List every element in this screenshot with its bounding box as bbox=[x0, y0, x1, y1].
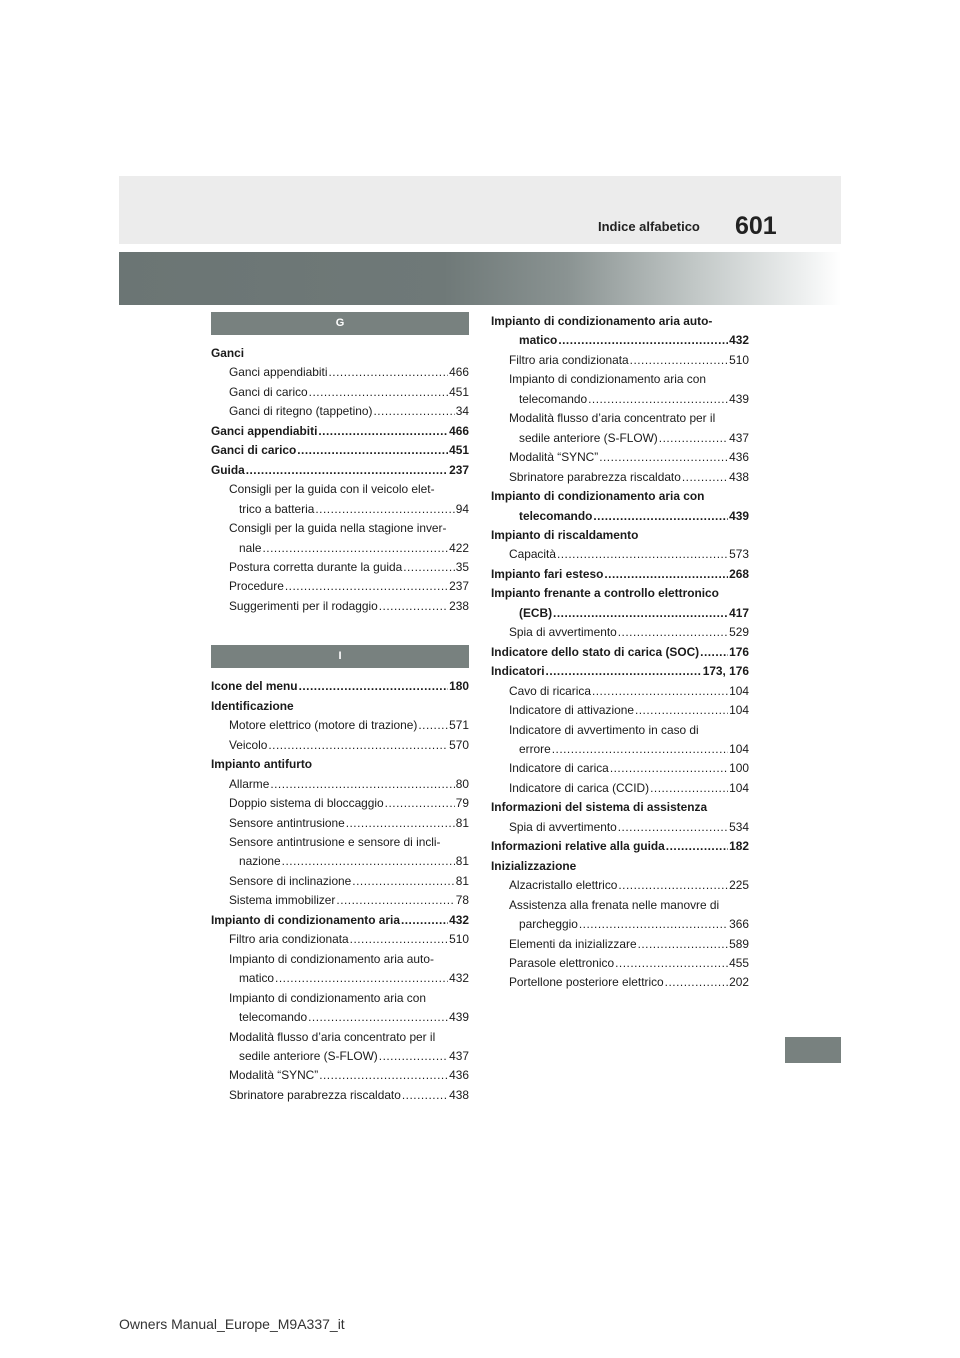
index-entry bbox=[491, 370, 749, 389]
index-entry-page: 510 bbox=[729, 352, 749, 367]
index-entry bbox=[491, 837, 749, 856]
index-column-left bbox=[211, 312, 469, 1105]
index-entry-text: parcheggio bbox=[519, 917, 578, 932]
index-entry-page: 237 bbox=[449, 579, 469, 594]
index-entry-page: 238 bbox=[449, 598, 469, 613]
dot-leader bbox=[618, 818, 728, 837]
letter-heading-bar: I bbox=[211, 645, 469, 668]
index-entry bbox=[211, 422, 469, 441]
group-spacer bbox=[211, 616, 469, 645]
index-entry bbox=[491, 565, 749, 584]
header-gradient-bar bbox=[119, 252, 841, 305]
index-entry-page: 436 bbox=[729, 450, 749, 465]
index-entry-page: 417 bbox=[729, 605, 749, 620]
index-entry-text: Impianto antifurto bbox=[211, 757, 313, 772]
index-entry-text: Spia di avvertimento bbox=[509, 819, 617, 834]
index-entry bbox=[211, 930, 469, 949]
index-entry bbox=[211, 1047, 469, 1066]
index-entry-text: Guida bbox=[211, 462, 245, 477]
index-entry bbox=[491, 390, 749, 409]
index-entry-text: Spia di avvertimento bbox=[509, 625, 617, 640]
index-entry-page: 78 bbox=[455, 893, 469, 908]
index-entry-text: Alzacristallo elettrico bbox=[509, 878, 618, 893]
index-entry-page: 529 bbox=[729, 625, 749, 640]
index-entry-text: Suggerimenti per il rodaggio bbox=[229, 598, 378, 613]
index-entry bbox=[491, 545, 749, 564]
index-entry-text: Assistenza alla frenata nelle manovre di bbox=[509, 897, 720, 912]
index-entry bbox=[491, 876, 749, 895]
dot-leader bbox=[615, 954, 728, 973]
index-entry bbox=[211, 519, 469, 538]
index-entry bbox=[491, 662, 749, 681]
index-entry bbox=[211, 1008, 469, 1027]
index-entry-text: Indicatore di avvertimento in caso di bbox=[509, 722, 699, 737]
index-entry-text: Impianto di condizionamento aria con bbox=[509, 372, 706, 387]
dot-leader bbox=[379, 1047, 448, 1066]
index-entry-page: 366 bbox=[729, 917, 749, 932]
index-entry-text: Modalità “SYNC” bbox=[509, 450, 599, 465]
dot-leader bbox=[336, 891, 454, 910]
dot-leader bbox=[268, 736, 448, 755]
header-band bbox=[119, 176, 841, 244]
dot-leader bbox=[282, 852, 455, 871]
index-column-right bbox=[491, 312, 749, 993]
index-entry-text: Allarme bbox=[229, 776, 270, 791]
dot-leader bbox=[275, 969, 448, 988]
index-entry bbox=[491, 487, 749, 506]
index-entry-text: Procedure bbox=[229, 579, 284, 594]
index-entry bbox=[491, 798, 749, 817]
index-entry bbox=[491, 409, 749, 428]
index-entry bbox=[211, 1086, 469, 1105]
index-entry-text: Ganci appendiabiti bbox=[229, 365, 328, 380]
index-entry-page: 437 bbox=[449, 1048, 469, 1063]
index-entry-page: 432 bbox=[729, 333, 749, 348]
index-entry-text: Consigli per la guida con il veicolo elet- bbox=[229, 482, 435, 497]
index-entry bbox=[491, 954, 749, 973]
dot-leader bbox=[319, 1066, 448, 1085]
dot-leader bbox=[659, 429, 728, 448]
index-entry-text: Ganci bbox=[211, 346, 245, 360]
index-entry-page: 202 bbox=[729, 975, 749, 990]
dot-leader bbox=[402, 1086, 448, 1105]
dot-leader bbox=[588, 390, 728, 409]
index-entry-page: 225 bbox=[729, 878, 749, 893]
dot-leader bbox=[650, 779, 728, 798]
index-entry-page: 466 bbox=[449, 365, 469, 380]
index-entry-text: Sensore di inclinazione bbox=[229, 873, 352, 888]
index-entry-page: 104 bbox=[729, 741, 749, 756]
index-entry bbox=[491, 507, 749, 526]
dot-leader bbox=[246, 461, 448, 480]
index-entry-text: Modalità flusso d’aria concentrato per il bbox=[509, 411, 716, 426]
dot-leader bbox=[270, 775, 454, 794]
index-entry bbox=[211, 597, 469, 616]
dot-leader bbox=[403, 558, 455, 577]
dot-leader bbox=[315, 500, 454, 519]
index-entry-page: 432 bbox=[449, 971, 469, 986]
index-entry bbox=[211, 872, 469, 891]
index-entry-page: 439 bbox=[449, 1010, 469, 1025]
index-entry-page: 451 bbox=[449, 384, 469, 399]
dot-leader bbox=[553, 604, 728, 623]
index-entry bbox=[211, 363, 469, 382]
index-entry bbox=[491, 935, 749, 954]
dot-leader bbox=[618, 876, 728, 895]
index-entry-text: Impianto di condizionamento aria auto- bbox=[229, 951, 434, 966]
index-entry-text: Parasole elettronico bbox=[509, 955, 615, 970]
dot-leader bbox=[329, 363, 449, 382]
index-entry-text: Impianto di condizionamento aria con bbox=[229, 990, 426, 1005]
index-entry-page: 79 bbox=[455, 796, 469, 811]
index-entry-page: 439 bbox=[729, 508, 749, 523]
index-entry bbox=[211, 736, 469, 755]
dot-leader bbox=[346, 814, 455, 833]
dot-leader bbox=[700, 643, 728, 662]
index-entry-text: trico a batteria bbox=[239, 501, 315, 516]
index-entry-page: 176 bbox=[729, 644, 749, 659]
index-entry bbox=[211, 441, 469, 460]
index-entry bbox=[491, 526, 749, 545]
index-entry-text: nazione bbox=[239, 854, 281, 869]
index-entry bbox=[211, 852, 469, 871]
footer-manual-id: Owners Manual_Europe_M9A337_it bbox=[119, 1316, 345, 1332]
index-entry-page: 439 bbox=[729, 391, 749, 406]
index-entry-page: 81 bbox=[455, 873, 469, 888]
index-entry bbox=[211, 697, 469, 716]
index-entry-text: Veicolo bbox=[229, 737, 268, 752]
dot-leader bbox=[579, 915, 728, 934]
dot-leader bbox=[285, 577, 448, 596]
dot-leader bbox=[385, 794, 455, 813]
dot-leader bbox=[599, 448, 728, 467]
index-entry-text: matico bbox=[519, 333, 558, 348]
index-entry-page: 436 bbox=[449, 1068, 469, 1083]
side-thumb-tab bbox=[785, 1037, 841, 1063]
index-entry bbox=[211, 539, 469, 558]
dot-leader bbox=[299, 677, 449, 696]
index-entry-page: 432 bbox=[449, 912, 469, 927]
index-entry bbox=[491, 429, 749, 448]
index-entry-text: Inizializzazione bbox=[491, 858, 577, 873]
dot-leader bbox=[618, 623, 728, 642]
index-entry-text: Sensore antintrusione e sensore di incli- bbox=[229, 834, 441, 849]
index-entry-page: 437 bbox=[729, 430, 749, 445]
index-entry-text: Impianto di riscaldamento bbox=[491, 527, 639, 542]
index-entry-text: Ganci di carico bbox=[229, 384, 308, 399]
index-entry-page: 180 bbox=[449, 679, 469, 694]
index-entry-page: 182 bbox=[729, 839, 749, 854]
index-entry-page: 34 bbox=[455, 404, 469, 419]
index-entry-text: Impianto di condizionamento aria con bbox=[491, 489, 705, 504]
index-entry bbox=[491, 818, 749, 837]
index-entry bbox=[211, 950, 469, 969]
index-entry-page: 466 bbox=[449, 423, 469, 438]
index-entry-page: 104 bbox=[729, 683, 749, 698]
index-entry bbox=[211, 461, 469, 480]
index-entry bbox=[491, 973, 749, 992]
index-entry-text: Elementi da inizializzare bbox=[509, 936, 637, 951]
index-entry bbox=[491, 759, 749, 778]
index-entry bbox=[211, 775, 469, 794]
index-entry-page: 80 bbox=[455, 776, 469, 791]
index-entry bbox=[491, 468, 749, 487]
dot-leader bbox=[262, 539, 448, 558]
index-entry bbox=[211, 814, 469, 833]
index-entry bbox=[211, 500, 469, 519]
index-entry bbox=[491, 331, 749, 350]
index-entry-text: telecomando bbox=[519, 391, 588, 406]
index-entry-text: Ganci di carico bbox=[211, 443, 297, 458]
index-entry bbox=[211, 716, 469, 735]
dot-leader bbox=[630, 351, 729, 370]
index-entry-page: 451 bbox=[449, 443, 469, 458]
index-entry-page: 510 bbox=[449, 932, 469, 947]
index-entry bbox=[211, 833, 469, 852]
dot-leader bbox=[592, 682, 728, 701]
index-entry bbox=[211, 677, 469, 696]
index-entry bbox=[491, 896, 749, 915]
dot-leader bbox=[604, 565, 728, 584]
index-entry-page: 534 bbox=[729, 819, 749, 834]
index-entry-page: 94 bbox=[455, 501, 469, 516]
index-entry bbox=[211, 755, 469, 774]
index-entry-text: Ganci appendiabiti bbox=[211, 423, 318, 438]
index-entry-text: Indicatore di carica (CCID) bbox=[509, 780, 650, 795]
index-entry bbox=[211, 383, 469, 402]
index-entry bbox=[491, 682, 749, 701]
index-entry-text: telecomando bbox=[239, 1010, 308, 1025]
index-entry-text: Impianto frenante a controllo elettronico bbox=[491, 586, 719, 601]
dot-leader bbox=[546, 662, 702, 681]
index-entry-text: Modalità “SYNC” bbox=[229, 1068, 319, 1083]
index-entry-page: 173, 176 bbox=[702, 664, 749, 679]
index-entry-text: Filtro aria condizionata bbox=[229, 932, 349, 947]
index-entry-text: Indicatore dello stato di carica (SOC) bbox=[491, 644, 700, 659]
index-entry-page: 455 bbox=[729, 955, 749, 970]
index-entry bbox=[211, 1066, 469, 1085]
dot-leader bbox=[557, 545, 728, 564]
index-entry-page: 237 bbox=[449, 462, 469, 477]
index-entry-page: 438 bbox=[449, 1087, 469, 1102]
index-entry bbox=[491, 779, 749, 798]
index-entry-text: matico bbox=[239, 971, 275, 986]
index-entry-text: Doppio sistema di bloccaggio bbox=[229, 796, 384, 811]
index-entry-page: 589 bbox=[729, 936, 749, 951]
index-entry-text: Informazioni relative alla guida bbox=[491, 839, 665, 854]
letter-heading-bar: G bbox=[211, 312, 469, 335]
index-entry bbox=[491, 351, 749, 370]
index-entry-text: Informazioni del sistema di assistenza bbox=[491, 800, 708, 815]
page-number: 601 bbox=[735, 212, 777, 240]
dot-leader bbox=[682, 468, 728, 487]
dot-leader bbox=[309, 383, 449, 402]
index-entry-page: 571 bbox=[449, 718, 469, 733]
index-entry-text: Indicatori bbox=[491, 664, 545, 679]
index-entry bbox=[211, 577, 469, 596]
index-entry-text: (ECB) bbox=[519, 605, 553, 620]
dot-leader bbox=[638, 935, 729, 954]
index-entry-page: 81 bbox=[455, 854, 469, 869]
index-entry-text: Icone del menu bbox=[211, 679, 298, 694]
index-entry-page: 422 bbox=[449, 540, 469, 555]
index-entry-text: Modalità flusso d’aria concentrato per il bbox=[229, 1029, 436, 1044]
index-entry-page: 573 bbox=[729, 547, 749, 562]
index-entry-page: 438 bbox=[729, 469, 749, 484]
index-entry bbox=[211, 402, 469, 421]
index-entry-text: Impianto di condizionamento aria auto- bbox=[491, 314, 713, 328]
index-entry bbox=[491, 623, 749, 642]
index-entry bbox=[211, 911, 469, 930]
dot-leader bbox=[665, 973, 728, 992]
index-entry-page: 104 bbox=[729, 780, 749, 795]
index-entry-text: Portellone posteriore elettrico bbox=[509, 975, 664, 990]
index-entry-page: 104 bbox=[729, 703, 749, 718]
index-entry bbox=[211, 891, 469, 910]
index-entry-text: telecomando bbox=[519, 508, 593, 523]
index-entry bbox=[491, 721, 749, 740]
dot-leader bbox=[666, 837, 728, 856]
index-entry bbox=[211, 989, 469, 1008]
index-entry-text: Capacità bbox=[509, 547, 556, 562]
index-entry-text: Indicatore di carica bbox=[509, 761, 609, 776]
dot-leader bbox=[379, 597, 448, 616]
index-entry-text: Indicatore di attivazione bbox=[509, 703, 634, 718]
index-entry-text: sedile anteriore (S-FLOW) bbox=[519, 430, 658, 445]
index-entry-text: Motore elettrico (motore di trazione) bbox=[229, 718, 418, 733]
index-entry-text: Postura corretta durante la guida bbox=[229, 559, 403, 574]
index-entry-text: sedile anteriore (S-FLOW) bbox=[239, 1048, 378, 1063]
dot-leader bbox=[352, 872, 454, 891]
index-entry-text: Sistema immobilizer bbox=[229, 893, 336, 908]
index-entry-text: Sbrinatore parabrezza riscaldato bbox=[509, 469, 681, 484]
dot-leader bbox=[635, 701, 728, 720]
index-entry bbox=[211, 480, 469, 499]
index-entry-page: 100 bbox=[729, 761, 749, 776]
dot-leader bbox=[373, 402, 454, 421]
index-entry bbox=[211, 794, 469, 813]
index-entry-page: 35 bbox=[455, 559, 469, 574]
index-entry-text: Sensore antintrusione bbox=[229, 815, 345, 830]
section-title: Indice alfabetico bbox=[598, 219, 700, 234]
index-entry-text: Ganci di ritegno (tappetino) bbox=[229, 404, 373, 419]
index-entry bbox=[491, 643, 749, 662]
index-entry-page: 81 bbox=[455, 815, 469, 830]
dot-leader bbox=[350, 930, 449, 949]
index-entry bbox=[211, 344, 469, 363]
dot-leader bbox=[418, 716, 448, 735]
dot-leader bbox=[610, 759, 728, 778]
index-entry bbox=[211, 558, 469, 577]
dot-leader bbox=[297, 441, 448, 460]
index-entry-text: Sbrinatore parabrezza riscaldato bbox=[229, 1087, 401, 1102]
index-entry bbox=[491, 740, 749, 759]
dot-leader bbox=[593, 507, 728, 526]
index-entry bbox=[211, 969, 469, 988]
index-entry-text: Filtro aria condizionata bbox=[509, 352, 629, 367]
index-entry-text: Identificazione bbox=[211, 698, 294, 713]
dot-leader bbox=[558, 331, 728, 350]
index-entry bbox=[491, 584, 749, 603]
index-entry-text: nale bbox=[239, 540, 262, 555]
index-entry bbox=[491, 448, 749, 467]
index-entry-text: Impianto di condizionamento aria bbox=[211, 912, 400, 927]
dot-leader bbox=[552, 740, 728, 759]
index-entry-page: 570 bbox=[449, 737, 469, 752]
index-entry bbox=[491, 915, 749, 934]
index-entry-page: 268 bbox=[729, 566, 749, 581]
index-entry-text: errore bbox=[519, 741, 551, 756]
dot-leader bbox=[308, 1008, 448, 1027]
dot-leader bbox=[401, 911, 448, 930]
index-entry bbox=[491, 857, 749, 876]
dot-leader bbox=[318, 422, 448, 441]
index-entry-text: Cavo di ricarica bbox=[509, 683, 591, 698]
index-entry bbox=[491, 312, 749, 331]
index-entry bbox=[491, 701, 749, 720]
index-entry bbox=[211, 1028, 469, 1047]
index-entry-text: Consigli per la guida nella stagione inver- bbox=[229, 521, 447, 536]
index-entry-text: Impianto fari esteso bbox=[491, 566, 604, 581]
index-entry bbox=[491, 604, 749, 623]
